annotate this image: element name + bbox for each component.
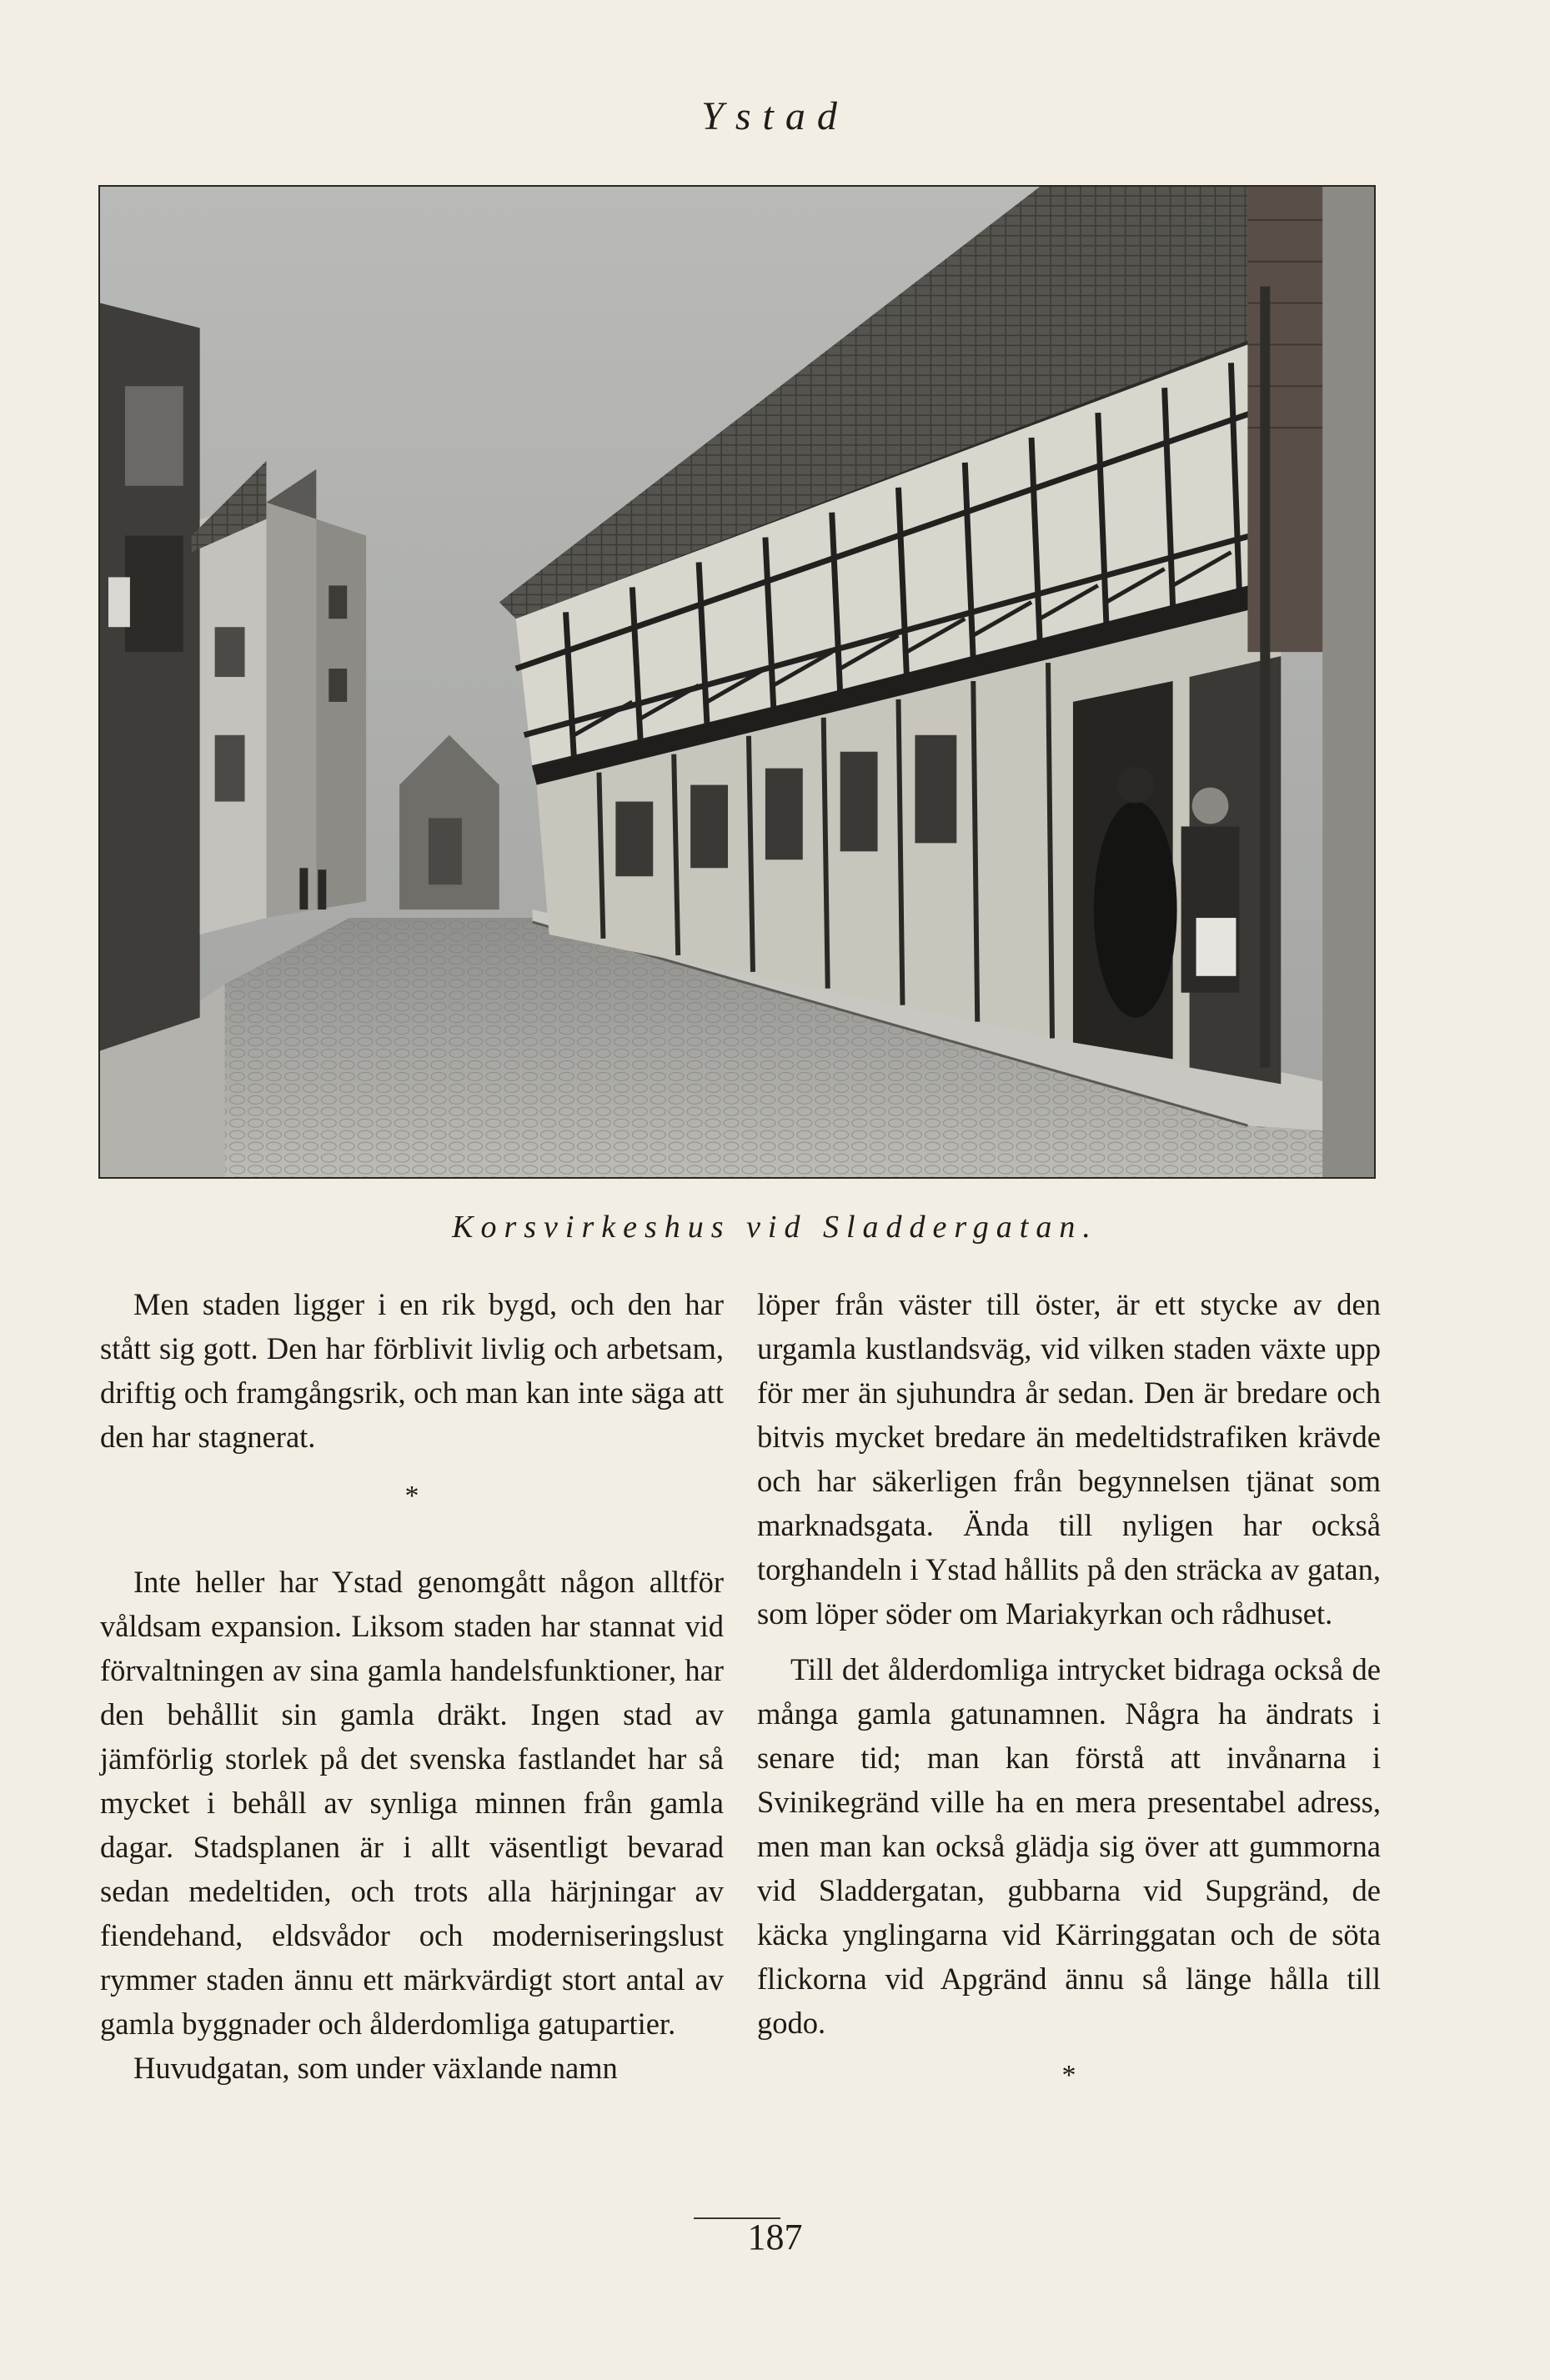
photo-caption: Korsvirkeshus vid Sladdergatan.	[452, 1210, 1098, 1245]
street-photograph	[98, 185, 1376, 1179]
section-separator-left: *	[404, 1481, 419, 1511]
left-paragraph-3: Huvudgatan, som under växlande namn	[133, 2051, 618, 2085]
right-paragraph-2: Till det ålderdomliga intrycket bidraga också de många gamla gatunamnen. Några ha ändrats i senare tid; man kan förstå att invånarna i Svinikegränd ville ha en mera presentabel adress, men man kan också glädja sig över att gummorna vid Sladdergatan, gubbarna vid Supgränd, de käcka ynglingarna vid Kärringgatan och de söta flickorna vid Apgränd ännu så länge hålla till godo.	[757, 1652, 1381, 2040]
running-title: Ystad	[701, 94, 849, 138]
right-paragraph-1: löper från väster till öster, är ett stycke av den urgamla kustlandsväg, vid vilken staden växte upp för mer än sjuhundra år sedan. Den är bredare och bitvis mycket bredare än medeltidstrafiken krävde och har säkerligen från begynnelsen tjänat som marknadsgata. Ända till nyligen har också torghandeln i Ystad hållits på den sträcka av gatan, som löper söder om Mariakyrkan och rådhuset.	[757, 1287, 1381, 1631]
section-separator-right: *	[1061, 2060, 1076, 2091]
left-paragraph-2: Inte heller har Ystad genomgått någon alltför våldsam expansion. Liksom staden har stannat vid förvaltningen av sina gamla handelsfunktioner, har den behållit sin gamla dräkt. Ingen stad av jämförlig storlek på det svenska fastlandet har så mycket i behåll av synliga minnen från gamla dagar. Stadsplanen är i allt väsentligt bevarad sedan medeltiden, och trots alla härjningar av fiendehand, eldsvådor och moderniseringslust rymmer staden ännu ett märkvärdigt stort antal av gamla byggnader och ålderdomliga gatupartier.	[100, 1565, 724, 2041]
right-text-column	[757, 1282, 1381, 2097]
page-number: 187	[747, 2217, 803, 2257]
left-text-column	[100, 1282, 724, 2090]
half-timbered-street-image	[100, 187, 1374, 1177]
left-paragraph-1: Men staden ligger i en rik bygd, och den har stått sig gott. Den har förblivit livlig och arbetsam, driftig och framgångsrik, och man kan inte säga att den har stagnerat.	[100, 1287, 724, 1454]
